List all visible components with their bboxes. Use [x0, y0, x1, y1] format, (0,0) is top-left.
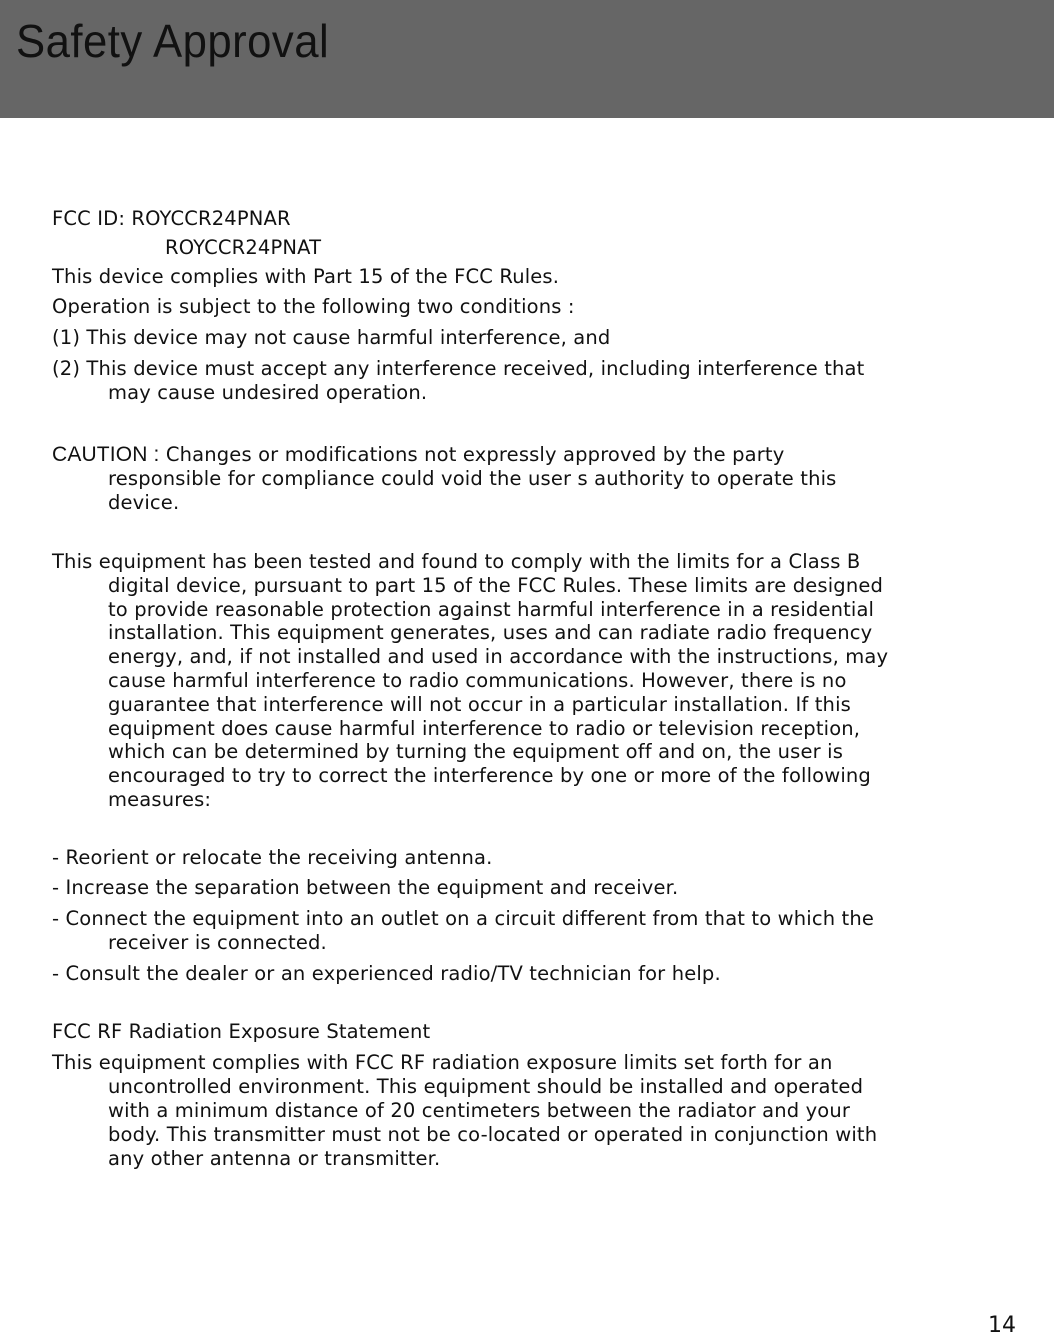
- caution-text: responsible for compliance could void the user s authority to operate this: [108, 467, 837, 490]
- rf-line: uncontrolled environment. This equipment should be installed and operated: [108, 1075, 864, 1098]
- rf-line: This equipment complies with FCC RF radiation exposure limits set forth for an: [52, 1051, 833, 1074]
- classb-section: [52, 550, 888, 812]
- classb-line: to provide reasonable protection against harmful interference in a residential: [108, 597, 875, 621]
- page-number: 14: [988, 1313, 1016, 1338]
- fcc-condition-2: (2) This device must accept any interference received, including interference that: [52, 357, 865, 380]
- classb-line: digital device, pursuant to part 15 of the FCC Rules. These limits are designed: [108, 573, 884, 597]
- measure-item-cont: receiver is connected.: [108, 931, 327, 954]
- measure-item: - Reorient or relocate the receiving antenna.: [52, 846, 493, 869]
- fcc-conditions-intro: Operation is subject to the following two conditions :: [52, 295, 575, 318]
- page-header: [0, 0, 1054, 118]
- classb-line: installation. This equipment generates, uses and can radiate radio frequency: [108, 621, 873, 645]
- classb-line: measures:: [108, 787, 212, 811]
- fcc-id-second: ROYCCR24PNAT: [165, 236, 322, 259]
- measure-item: - Consult the dealer or an experienced radio/TV technician for help.: [52, 962, 721, 985]
- caution-label: CAUTION :: [52, 443, 160, 466]
- caution-section: [52, 443, 836, 515]
- classb-line: cause harmful interference to radio communications. However, there is no: [108, 668, 847, 692]
- classb-line: which can be determined by turning the equipment off and on, the user is: [108, 740, 844, 764]
- fcc-section: [52, 207, 864, 405]
- classb-line: guarantee that interference will not occur in a particular installation. If this: [108, 692, 851, 716]
- measures-list: [52, 846, 874, 986]
- rf-line: body. This transmitter must not be co-located or operated in conjunction with: [108, 1123, 878, 1146]
- rf-line: any other antenna or transmitter.: [108, 1147, 441, 1170]
- rf-line: with a minimum distance of 20 centimeters between the radiator and your: [108, 1099, 851, 1122]
- fcc-id: FCC ID: ROYCCR24PNAR: [52, 207, 291, 230]
- measure-item: - Increase the separation between the equipment and receiver.: [52, 876, 679, 899]
- classb-line: This equipment has been tested and found to comply with the limits for a Class B: [52, 550, 861, 573]
- rf-section: [52, 1020, 877, 1171]
- page-title: Safety Approval: [16, 15, 330, 67]
- caution-text: Changes or modifications not expressly approved by the party: [159, 443, 785, 466]
- classb-line: equipment does cause harmful interference to radio or television reception,: [108, 716, 861, 740]
- fcc-compliance: This device complies with Part 15 of the FCC Rules.: [52, 265, 560, 288]
- rf-heading: FCC RF Radiation Exposure Statement: [52, 1020, 431, 1043]
- fcc-condition-2-cont: may cause undesired operation.: [108, 381, 428, 404]
- caution-text: device.: [108, 491, 180, 514]
- fcc-condition-1: (1) This device may not cause harmful interference, and: [52, 326, 611, 349]
- classb-line: energy, and, if not installed and used in accordance with the instructions, may: [108, 645, 889, 669]
- measure-item: - Connect the equipment into an outlet on a circuit different from that to which the: [52, 907, 875, 930]
- classb-line: encouraged to try to correct the interference by one or more of the following: [108, 764, 871, 788]
